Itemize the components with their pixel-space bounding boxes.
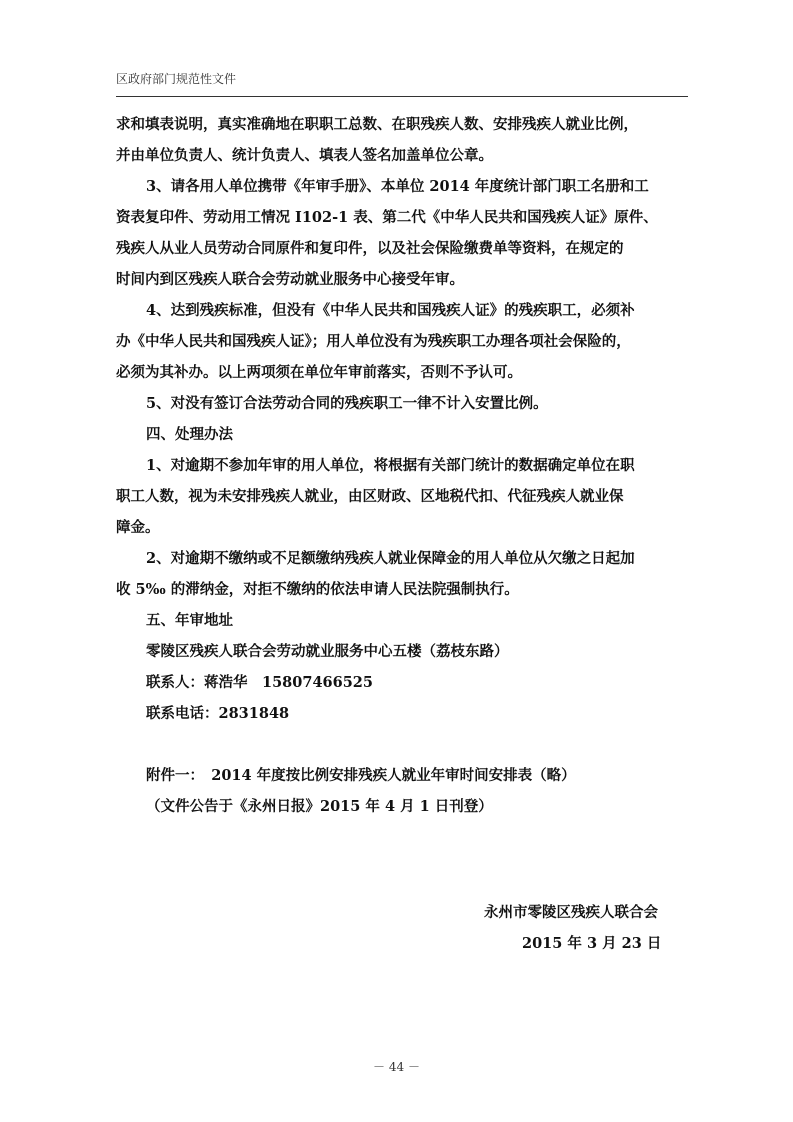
body-line: 3、请各用人单位携带《年审手册》、本单位 2014 年度统计部门职工名册和工 — [146, 178, 649, 195]
body-line: 4、达到残疾标准，但没有《中华人民共和国残疾人证》的残疾职工，必须补 — [146, 302, 635, 319]
body-line: 资表复印件、劳动用工情况 I102-1 表、第二代《中华人民共和国残疾人证》原件、 — [116, 209, 658, 226]
document-body — [116, 109, 688, 822]
body-line: 求和填表说明，真实准确地在职职工总数、在职残疾人数、安排残疾人就业比例， — [116, 116, 638, 133]
body-line: 必须为其补办。以上两项须在单位年审前落实，否则不予认可。 — [116, 364, 522, 381]
body-line: 2、对逾期不缴纳或不足额缴纳残疾人就业保障金的用人单位从欠缴之日起加 — [146, 550, 635, 567]
section-heading-5: 五、年审地址 — [146, 612, 233, 629]
body-line: 并由单位负责人、统计负责人、填表人签名加盖单位公章。 — [116, 147, 493, 164]
contact-phone: 联系电话：2831848 — [146, 705, 290, 722]
body-line: 残疾人从业人员劳动合同原件和复印件，以及社会保险缴费单等资料，在规定的 — [116, 240, 624, 257]
blank-line — [116, 729, 688, 760]
page-header — [116, 70, 688, 97]
body-line: 职工人数，视为未安排残疾人就业，由区财政、区地税代扣、代征残疾人就业保 — [116, 488, 624, 505]
contact-person: 联系人：蒋浩华 15807466525 — [146, 674, 373, 691]
page-number: － 44 － — [373, 1060, 420, 1074]
address-line: 零陵区残疾人联合会劳动就业服务中心五楼（荔枝东路） — [146, 643, 509, 660]
body-line: 办《中华人民共和国残疾人证》；用人单位没有为残疾职工办理各项社会保险的， — [116, 333, 631, 350]
body-line: 障金。 — [116, 519, 160, 536]
publication-note: （文件公告于《永州日报》2015 年 4 月 1 日刊登） — [146, 798, 493, 815]
body-line: 1、对逾期不参加年审的用人单位，将根据有关部门统计的数据确定单位在职 — [146, 457, 635, 474]
body-line: 收 5‰ 的滞纳金，对拒不缴纳的依法申请人民法院强制执行。 — [116, 581, 519, 598]
header-title: 区政府部门规范性文件 — [116, 72, 237, 86]
body-line: 5、对没有签订合法劳动合同的残疾职工一律不计入安置比例。 — [146, 395, 548, 412]
attachment-line: 附件一： 2014 年度按比例安排残疾人就业年审时间安排表（略） — [146, 767, 576, 784]
body-line: 时间内到区残疾人联合会劳动就业服务中心接受年审。 — [116, 271, 464, 288]
section-heading-4: 四、处理办法 — [146, 426, 233, 443]
signature-organization: 永州市零陵区残疾人联合会 — [484, 904, 658, 921]
signature-date: 2015 年 3 月 23 日 — [522, 935, 662, 952]
